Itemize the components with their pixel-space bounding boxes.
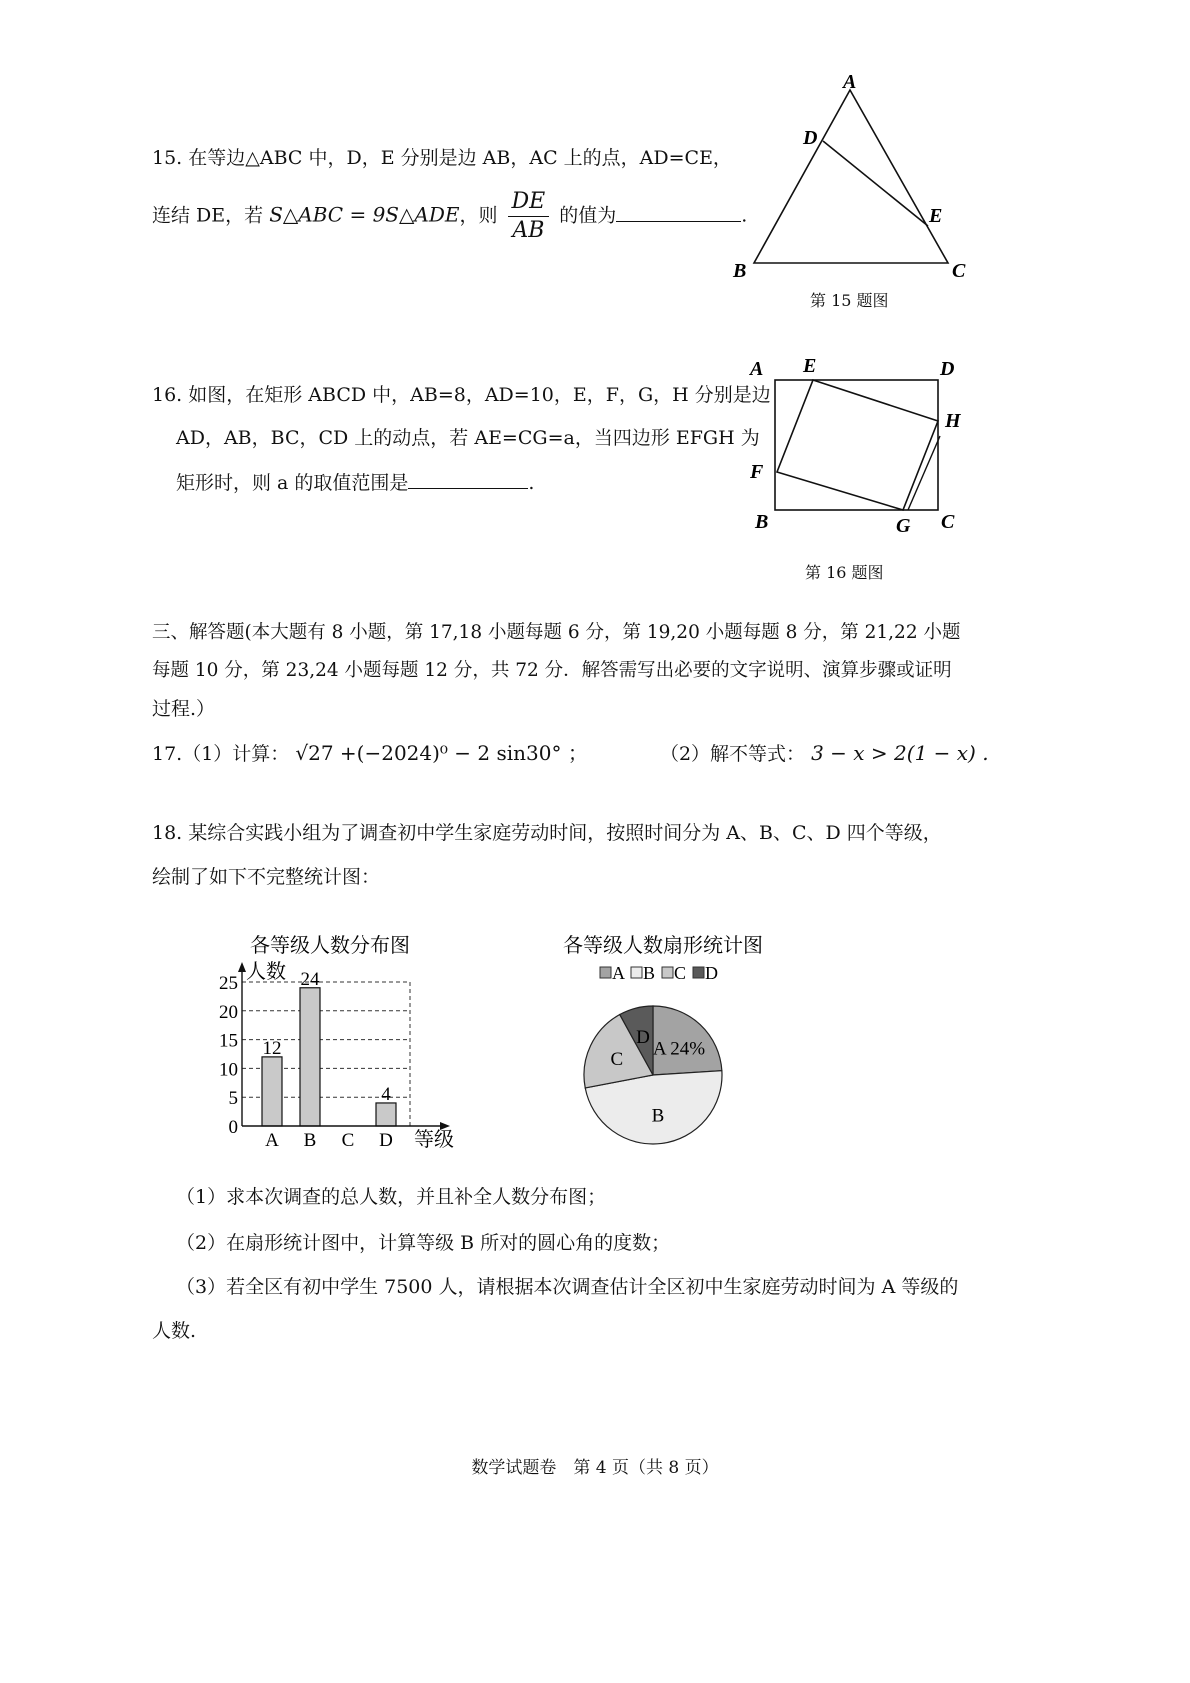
bar-d xyxy=(376,1103,396,1126)
q15-number: 15. xyxy=(152,147,183,169)
q16-text-3a: 矩形时，则 a 的取值范围是 xyxy=(176,472,409,494)
page-footer: 数学试题卷 第 4 页（共 8 页） xyxy=(471,1458,719,1478)
bar-x-tick-label: C xyxy=(341,1130,355,1151)
q16-line3 xyxy=(176,466,756,498)
section3-line1: 三、解答题(本大题有 8 小题，第 17,18 小题每题 6 分，第 19,20 小题每题 8 分，第 21,22 小题 xyxy=(152,622,961,643)
q17 xyxy=(152,738,989,769)
q15-text-2c: 的值为 xyxy=(559,204,617,227)
quadrilateral-efgh xyxy=(777,380,938,510)
pie-legend-swatch-d xyxy=(693,967,704,978)
pie-legend-label: B xyxy=(643,963,656,983)
pie-legend-swatch-a xyxy=(600,967,611,978)
q16-figure xyxy=(740,350,980,550)
q16-period: . xyxy=(528,472,535,494)
q16-line1: 16. 如图，在矩形 ABCD 中，AB=8，AD=10，E，F，G，H 分别是边 xyxy=(152,384,771,406)
bar-data-label: 24 xyxy=(300,968,320,990)
bar-y-tick-label: 5 xyxy=(228,1088,238,1110)
bar-y-arrow xyxy=(238,962,246,972)
bar-x-tick-label: A xyxy=(265,1130,279,1151)
q15-line1 xyxy=(152,143,742,173)
q16-line2: AD，AB，BC，CD 上的动点，若 AE=CG=a，当四边形 EFGH 为 xyxy=(176,427,760,449)
q15-text-2b: ，则 xyxy=(459,204,498,227)
label-e: E xyxy=(803,355,817,377)
pie-chart xyxy=(560,928,780,1148)
pie-slice-label: D xyxy=(636,1027,650,1049)
label-c: C xyxy=(952,260,966,282)
bar-y-tick-label: 25 xyxy=(219,973,238,994)
label-g: G xyxy=(896,515,911,537)
label-f: F xyxy=(750,461,764,483)
triangle-abc xyxy=(754,90,948,263)
section3-line3: 过程.） xyxy=(152,698,216,720)
q15-formula: S△ABC = 9S△ADE xyxy=(269,202,460,227)
q16-caption: 第 16 题图 xyxy=(805,563,884,582)
pie-chart-title: 各等级人数扇形统计图 xyxy=(563,935,763,957)
bar-chart-y-label: 人数 xyxy=(246,961,286,983)
q17-part2-expression: 3 − x > 2(1 − x) . xyxy=(811,741,989,765)
q15-frac-num: DE xyxy=(508,188,550,217)
label-b: B xyxy=(733,260,747,282)
q18-line1: 18. 某综合实践小组为了调查初中学生家庭劳动时间，按照时间分为 A、B、C、D 四个等级， xyxy=(152,822,942,844)
q15-figure xyxy=(725,70,985,290)
rectangle-abcd xyxy=(775,380,938,510)
q17-part1-label: 17.（1）计算： xyxy=(152,743,290,765)
pie-chart-legend xyxy=(600,963,718,983)
label-e: E xyxy=(929,205,943,227)
q18-sub3-cont: 人数. xyxy=(152,1320,197,1342)
pie-legend-swatch-c xyxy=(662,967,673,978)
bar-chart-title: 各等级人数分布图 xyxy=(250,935,410,957)
q15-text-1: 在等边△ABC 中，D，E 分别是边 AB，AC 上的点，AD=CE， xyxy=(188,147,732,169)
pie-legend-label: A xyxy=(612,963,625,983)
pie-legend-label: C xyxy=(674,963,687,983)
label-a: A xyxy=(843,71,857,93)
q18-line2: 绘制了如下不完整统计图： xyxy=(152,866,381,888)
q16-answer-blank[interactable] xyxy=(408,466,528,489)
bar-data-label: 4 xyxy=(381,1083,391,1105)
bar-y-tick-label: 20 xyxy=(219,1001,238,1023)
label-d: D xyxy=(940,358,955,380)
section3-line2: 每题 10 分，第 23,24 小题每题 12 分，共 72 分．解答需写出必要的文字说明、演算步骤或证明 xyxy=(152,660,952,681)
q15-caption: 第 15 题图 xyxy=(810,291,889,310)
pie-legend-swatch-b xyxy=(631,967,642,978)
bar-chart-x-label: 等级 xyxy=(414,1129,454,1151)
pie-slice-label: A 24% xyxy=(652,1038,706,1060)
bar-x-tick-label: D xyxy=(379,1130,393,1151)
bar-x-tick-label: B xyxy=(303,1130,317,1151)
bar-a xyxy=(262,1057,282,1126)
label-a: A xyxy=(750,358,764,380)
bar-y-tick-label: 0 xyxy=(228,1117,238,1138)
q15-answer-blank[interactable] xyxy=(616,199,741,222)
bar-data-label: 12 xyxy=(262,1037,282,1059)
bar-chart xyxy=(200,928,480,1158)
q18-sub1: （1）求本次调查的总人数，并且补全人数分布图； xyxy=(176,1186,607,1208)
bar-b xyxy=(300,988,320,1126)
q15-frac-den: AB xyxy=(512,218,545,243)
q18-sub2: （2）在扇形统计图中，计算等级 B 所对的圆心角的度数； xyxy=(176,1232,671,1254)
q15-fraction xyxy=(508,188,550,245)
bar-chart-axes xyxy=(219,962,450,1151)
bar-y-tick-label: 15 xyxy=(219,1030,238,1052)
pie-legend-label: D xyxy=(705,963,718,983)
pie-chart-slices xyxy=(584,1006,722,1144)
pie-slice-label: C xyxy=(610,1048,624,1070)
q15-line2 xyxy=(152,188,752,245)
q15-period: . xyxy=(741,204,748,227)
label-c: C xyxy=(941,511,955,533)
pie-slice-label: B xyxy=(651,1105,665,1127)
q18-sub3: （3）若全区有初中学生 7500 人，请根据本次调查估计全区初中生家庭劳动时间为 A 等级的 xyxy=(176,1276,959,1298)
q15-text-2a: 连结 DE，若 xyxy=(152,204,264,227)
q17-part1-expression: √27 +(−2024)⁰ − 2 sin30° ； xyxy=(295,741,588,765)
bar-chart-bars xyxy=(262,969,396,1126)
segment-de xyxy=(823,141,928,226)
label-h: H xyxy=(945,410,961,432)
segment-h-g-auxiliary xyxy=(908,436,940,510)
label-d: D xyxy=(803,127,818,149)
label-b: B xyxy=(755,511,769,533)
bar-y-tick-label: 10 xyxy=(219,1059,238,1081)
q17-part2-label: （2）解不等式： xyxy=(659,743,806,765)
